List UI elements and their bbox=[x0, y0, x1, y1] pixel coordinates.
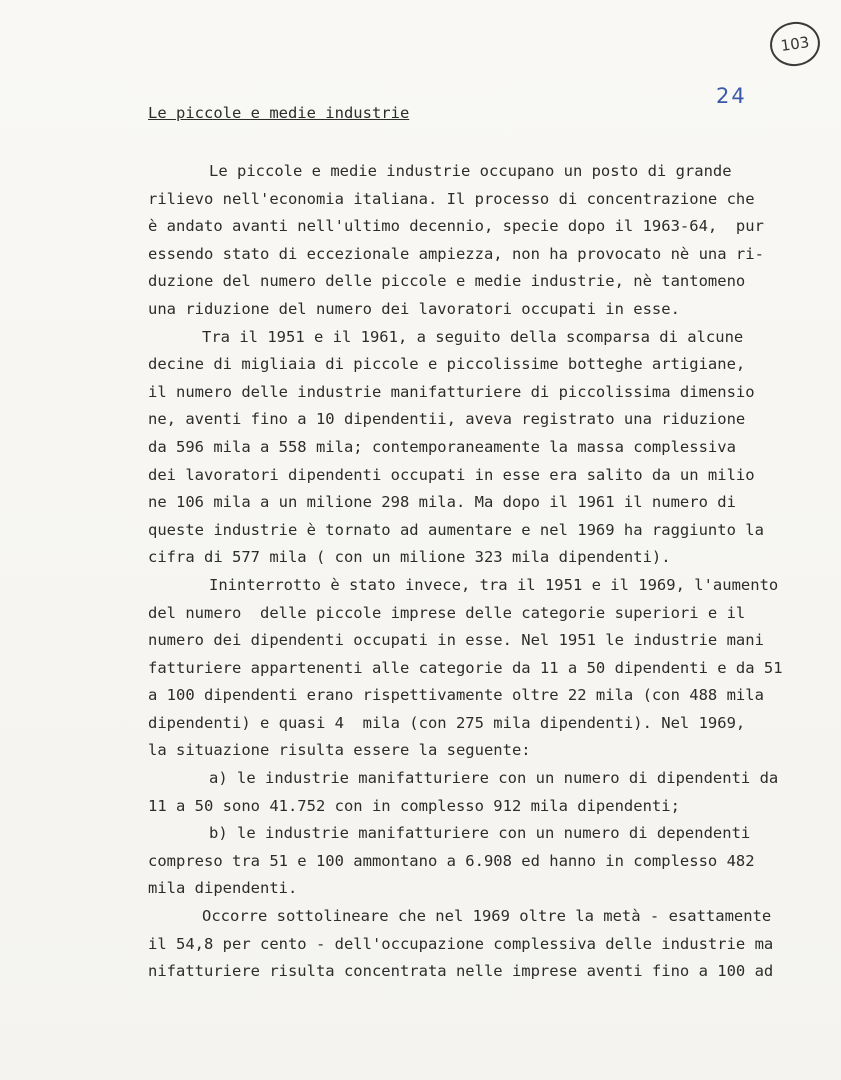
text-line: a) le industrie manifatturiere con un numero di dipendenti da bbox=[209, 769, 779, 788]
text-line: b) le industrie manifatturiere con un numero di dependenti bbox=[209, 824, 751, 843]
text-line: il numero delle industrie manifatturiere di piccolissima dimensio bbox=[148, 382, 755, 401]
text-line: Occorre sottolineare che nel 1969 oltre la metà - esattamente bbox=[202, 907, 772, 926]
text-line: 11 a 50 sono 41.752 con in complesso 912 mila dipendenti; bbox=[148, 796, 680, 815]
body-text bbox=[148, 158, 818, 986]
text-line: Tra il 1951 e il 1961, a seguito della scomparsa di alcune bbox=[202, 327, 744, 346]
text-line: la situazione risulta essere la seguente: bbox=[148, 741, 531, 760]
text-line: a 100 dipendenti erano rispettivamente oltre 22 mila (con 488 mila bbox=[148, 686, 764, 705]
text-line: Ininterrotto è stato invece, tra il 1951 e il 1969, l'aumento bbox=[209, 575, 779, 594]
text-line: dipendenti) e quasi 4 mila (con 275 mila dipendenti). Nel 1969, bbox=[148, 713, 746, 732]
text-line: rilievo nell'economia italiana. Il processo di concentrazione che bbox=[148, 189, 755, 208]
text-line: duzione del numero delle piccole e medie industrie, nè tantomeno bbox=[148, 272, 746, 291]
text-line: del numero delle piccole imprese delle categorie superiori e il bbox=[148, 603, 746, 622]
text-line: ne, aventi fino a 10 dipendentii, aveva registrato una riduzione bbox=[148, 410, 746, 429]
text-line: ne 106 mila a un milione 298 mila. Ma dopo il 1961 il numero di bbox=[148, 493, 736, 512]
text-line: Le piccole e medie industrie occupano un posto di grande bbox=[209, 162, 732, 180]
section-title: Le piccole e medie industrie bbox=[148, 104, 410, 122]
text-line: numero dei dipendenti occupati in esse. Nel 1951 le industrie mani bbox=[148, 631, 764, 650]
text-line: compreso tra 51 e 100 ammontano a 6.908 ed hanno in complesso 482 bbox=[148, 851, 755, 870]
text-line: essendo stato di eccezionale ampiezza, non ha provocato nè una ri- bbox=[148, 244, 764, 263]
text-line: è andato avanti nell'ultimo decennio, specie dopo il 1963-64, pur bbox=[148, 217, 764, 236]
text-line: una riduzione del numero dei lavoratori occupati in esse. bbox=[148, 299, 680, 318]
text-line: il 54,8 per cento - dell'occupazione complessiva delle industrie ma bbox=[148, 934, 774, 953]
handwritten-page-number: 24 bbox=[716, 84, 747, 108]
text-line: fatturiere appartenenti alle categorie da 11 a 50 dipendenti e da 51 bbox=[148, 658, 783, 677]
text-line: nifatturiere risulta concentrata nelle imprese aventi fino a 100 ad bbox=[148, 962, 774, 981]
text-line: cifra di 577 mila ( con un milione 323 mila dipendenti). bbox=[148, 548, 671, 567]
text-line: dei lavoratori dipendenti occupati in esse era salito da un milio bbox=[148, 465, 755, 484]
text-line: decine di migliaia di piccole e piccolissime botteghe artigiane, bbox=[148, 355, 746, 374]
text-line: mila dipendenti. bbox=[148, 879, 298, 898]
text-line: da 596 mila a 558 mila; contemporaneamente la massa complessiva bbox=[148, 437, 736, 456]
text-line: queste industrie è tornato ad aumentare e nel 1969 ha raggiunto la bbox=[148, 520, 764, 539]
page-number-stamp: 103 bbox=[767, 19, 823, 70]
